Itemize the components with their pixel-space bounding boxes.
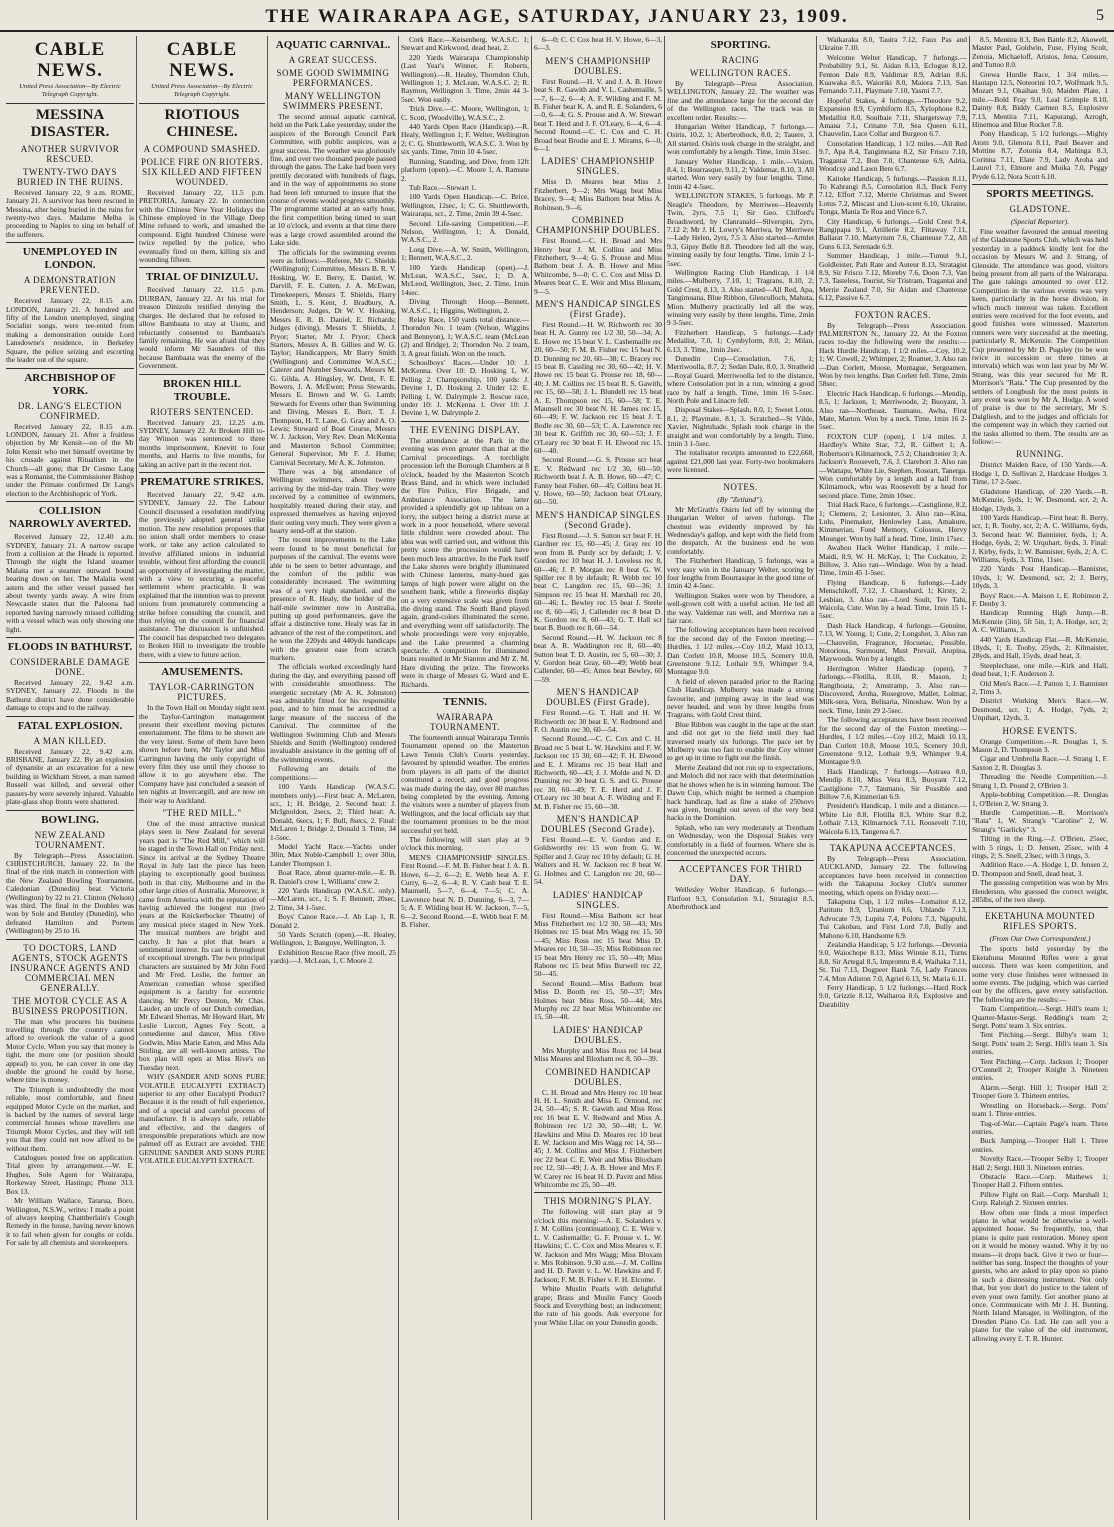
- article-subheading: THIS MORNING'S PLAY.: [544, 1196, 652, 1207]
- article-paragraph: District Maiden Race, of 150 Yards.—A. Hodge 1, D. Sullivan 2, Hardcase Hodges 3. Time, 17 2-5sec.: [972, 460, 1108, 487]
- article-subheading: SOME GOOD SWIMMING PERFORMANCES.: [276, 68, 390, 88]
- article-paragraph: The sports held yesterday by the Eketahuna Mounted Rifles were a great success. There was keen competition, and some very close finishes were witnessed in some events. The judging, which was carried out by the officers, gave every satisfaction. The following are the results:—: [972, 944, 1108, 1004]
- column-rule: [6, 939, 134, 940]
- article-paragraph: Boys' Race.—A. Maison 1, E. Robinson 2, F. Denby 3.: [972, 590, 1108, 608]
- article-paragraph: City Handicap, 6 furlongs.—Gold Crest 9.4, Rangipapa 9.1, Artillerie 8.2, Flitaway 7.11, Ballarat 7.10, Martyrium 7.6, Chanteuse 7.2, All Guns 6.13, Serenade 6.9.: [819, 216, 967, 251]
- column-rule: [6, 242, 134, 243]
- column-2: [139, 36, 265, 1520]
- article-paragraph: Herrington Welter Handicap (open), 7 furlongs.—Flotilla, 8.10, R. Mason, 1; Rangihoata, 2; Amstramp, 3. Also ran—Discovered, Aroha, Rosegrove, Mallet, Lolmar, Milk-sera, Vera, Belisaria, Ninoshaw. Won by a neck. Time, 1min 29 2-5sec.: [819, 663, 967, 715]
- article-headline: COLLISION NARROWLY AVERTED.: [8, 505, 132, 531]
- article-paragraph: Received January 22, 9.42 a.m. BRISBANE, January 22. By an explosion of dynamite at an excavation for a new building in Wickham Street, a man named Russell was killed, and several other passers-by were severely injured. Valuable plate-glass shop fronts were shattered.: [6, 746, 134, 807]
- article-paragraph: District Working Men's Race.—W. Desmond, scr, 1; A. Hodge, 7yds, 2; Urquhart, 12yds, 3.: [972, 696, 1108, 723]
- article-paragraph: Old Men's Race.—J. Patton 1, J. Bannister 2, Tims 3.: [972, 678, 1108, 697]
- article-subheading: A MAN KILLED.: [33, 735, 107, 746]
- article-paragraph: Trick Dive.—C. Moore, Wellington, 1; C. Scott, (Woodville), W.A.S.C., 2.: [401, 104, 529, 122]
- article-subheading: (Special Reporter).: [1010, 216, 1070, 226]
- article-paragraph: First Round.—H. W. Richworth rec 30 beat H. A. Gunny rec 1/2 30, 50—34; A. E. Howe rec 15 beat V. L. Cashemaille rec 20, 60—50; F. M. B. Fisher rec 15 beat N. D. Dunning rec 20, 60—38; C. Bracey rec 15 beat B. Cassling rec 30, 60—42; H. V. Howe rec 15 beat G. Prouse rec 18, 60—40; J. M. Collins rec 15 beat R. S. Gawith, rec 15, 60—58; J. L. Blundell rec 15 beat A. E. Thompson rec 15, 60—58; T. E. Maunsell rec 30 beat N. H. James rec 15, 60—49; F. W. Jackson rec 15 beat J. T. Bodle rec 30, 60—53; C. A. Lawrence rec 30 beat K. Griffith rec 30, 60—53; J. F. O'Leary rec 30 beat F. H. Elwood rec 15, 60—40.: [534, 319, 662, 456]
- article-paragraph: Dash Hack Handicap, 4 furlongs.—Genuine, 7.13, W. Young, 1; Cute, 2; Longshot, 3. Also ran—Chauvelin, Fragrance, Hocuetac, Possible, Notorious, Surmount, Must Prevail, Atopina, Maywoods. Won by a length.: [819, 620, 967, 664]
- article-paragraph: Mr William Wallace, Tararua, Boro, Wellington, N.S.W., writes: I made a point of always keeping Chamberlain's Cough Remedy in the house, having never known it to fail when given for coughs or colds. For sale by all chemists and storekeepers.: [6, 1196, 134, 1248]
- article-headline: MESSINA DISASTER.: [30, 106, 110, 140]
- article-paragraph: The second annual aquatic carnival, held on the Park Lake yesterday, under the auspices of the Borough Council Park Committee, with public auspices, was a great success. The weather was gloriously fine, and over two thousand people passed through the gates. The Lake had been very prettily decorated with hundreds of flags, and in the way of appointments no stone had been left unturned to insure that the course of events would progress smoothly. The programme started at an early hour, the first competition being timed to start at 10 o'clock, and events at that time there was a large crowd assembled around the Lake side.: [270, 112, 396, 248]
- article-paragraph: 440 Yards Open Race (Handicap).—R. Healy, Wellington 1; F. Welter, Wellington 2; C. G. Shuttleworth, W.A.S.C. 3. Won by six yards. Time, 7min 10 4-5sec.: [401, 122, 529, 157]
- article-paragraph: Received January 22, 11.5 p.m. PRETORIA, January 22. In connection with the Chinese New Year Holidays the Chinese employed in the Village Deep Mine refused to work, and smashed the compound. Eight hundred Chinese were twice repelled by the police, who eventually fired on them, killing six and wounding fifteen.: [139, 187, 265, 265]
- article-paragraph: Pony Handicap, 5 1/2 furlongs.—Mighty Atom 9.0, Glenora 8.11, Paul Beaver and Mottine 8.7, Zotonia 8.4, Mahinga 8.3, Corinna 7.11, Elate 7.9, Lady Aroha and Laurel 7.1, Elmore and Muika 7.0, Peggy Pryde 6.12, Nora Scott 6.10.: [972, 129, 1108, 181]
- article-paragraph: 220 Yards Handicap (W.A.S.C. only).—McLaren, scr., 1; S. F. Bennett, 20sec, 2. Time, 34 1-5sec.: [270, 885, 396, 912]
- article-paragraph: Received January 22, 11.5 p.m. DURBAN, January 22. At his trial for treason Dinizulu testified denying the charges. He declared that he refused to allow Bambaata to stay at Usutu, and reluctantly consented to Bambaata's family remaining. He was afraid that they would inform Mr Saunders of this because Bambaata was the enemy of the Government.: [139, 285, 265, 371]
- article-subheading: NOTES.: [723, 481, 758, 492]
- column-rule: [972, 907, 1108, 908]
- article-paragraph: Tent Pitching.—Corp. Jackson 1; Trooper O'Connell 2; Trooper Knight 3. Nineteen entries.: [972, 1056, 1108, 1083]
- article-subheading: MANY WELLINGTON SWIMMERS PRESENT.: [282, 91, 384, 111]
- article-paragraph: WHY (SANDER AND SONS PURE VOLATILE EUCALYPTI EXTRACT) superior to any other Eucalypti Product? Because it is the result of full experience, and of a special and careful process of manufacture. It is always safe, reliable and effective, and the dangers of irresponsible preparations which are now palmed off as Extract are avoided. THE GENUINE SANDER AND SONS PURE VOLATILE EUCALYPTI EXTRACT.: [139, 1072, 265, 1166]
- article-paragraph: The guessing competition was won by Mrs Henderson, who guessed the correct weight, 285lbs, of the two sheep.: [972, 878, 1108, 904]
- article-paragraph: Second Round.—Miss Bathom beat Miss D. Booth rec 15, 50—37; Mrs Holmes beat Miss Ross, 50—44; Mrs Murphy rec 22 beat Miss Whitcombe rec 15, 50—48.: [534, 978, 662, 1022]
- article-paragraph: Hack Handicap, 7 furlongs.—Astraea 8.0, Mendip 8.10, Miss Vera 8.3, Buoyant 7.12, Castiglione 7.7, Taumano, Sir Possible and Billow 7.6, Kimmerian 6.9.: [819, 766, 967, 801]
- article-paragraph: The following will start play at 9 o'clock this morning.: [401, 834, 529, 853]
- article-paragraph: By Telegraph—Press Association. AUCKLAND, January 22. The following acceptances have been received in connection with the Takapuna Jockey Club's summer meeting, which opens on Friday next:—: [819, 853, 967, 897]
- article-paragraph: Awahou Hack Welter Handicap, 1 mile.—Maidi, 8.9, W. H. McKay, 1; The Cockatoo, 2; Billow, 3. Also ran—Windage. Won by a head. Time, 1min 45 1-5sec.: [819, 543, 967, 578]
- article-paragraph: Received January 23, 12.25 a.m. SYDNEY, January 22. At Broken Hill to-day Winson was sentenced to three months imprisonment, Knevitt to four months, and Harris to five months, for taking an active part in the recent riot.: [139, 417, 265, 469]
- article-subheading: RACING: [721, 55, 760, 65]
- article-paragraph: Wellesley Welter Handicap, 6 furlongs.—Flatfoot 9.3, Consolation 9.1, Stratagist 8.5, Aberbrothock and: [667, 885, 814, 912]
- article-paragraph: The officials for the swimming events were as follows:—Referee, Mr C. Shields (Wellington); Committee, Messrs B. R. V. Hosking, W. E. Berry, E. Daniel, W. Darvill, F. E. Cutten, J. A. McEwan, Timekeepers, Messrs T. Shields, Harry Smith, L. S. Kent, J. Bradbury, A. Henderson; Judges, Dr W. V. Hosking, Messrs E. R. B. Daniel, E. Richards; Judges (diving), Messrs T. Shields, J. Pryor; Starter, Mr J. Pryor; Check Starters, Messrs A. B. Gillies and W. G. Taylor; Handicappers, Mr Barry Smith (Wellington) and Committee W.A.S.C.; Caterer and Number Stewards, Messrs M. G. Gilda, A. Hingsley, W. Dent, F. E. Bowers, J. A. McEwen; Press Stewards, Messrs E. Brown and W. G. Lamb; Stewards for Events other than Swimming and Diving, Messrs E. Burr, T. J. Thompson, H. T. Lane, G. Gray and A. O. Lewis; Steward of Boat Course, Messrs W. J. Jackson, Very Rev. Dean McKenna and Masterton School Committee; General Supervisor, Mr F. J. Hume; Carnival Secretary, Mr A. K. Johnston.: [270, 247, 396, 467]
- article-headline: BROKEN HILL TROUBLE.: [163, 377, 241, 403]
- column-divider: [136, 36, 137, 1520]
- article-headline: FATAL EXPLOSION.: [17, 719, 123, 732]
- article-paragraph: Kaitoke Handicap, 5 furlongs.—Passion 8.11, To Kahrangi 8.5, Consolation 8.3, Buck Ferry 7.12, Effort 7.12, Merrie Christmas and Sweet Lotus 7.2, Miscast and Lion-scent 6.10, Ukraine, Tonga, Mania Te Roa and Vince 6.7.: [819, 173, 967, 217]
- column-4: [401, 36, 529, 1520]
- article-subheading: A GREAT SUCCESS.: [288, 55, 378, 65]
- article-paragraph: Welcome Welter Handicap, 7 furlongs.—Probability 9.1, St. Aidan 8.13, Eclogue 8.12, Fenton Dale 8.9, Valdimar 8.9, Adrian 8.6, Kuawaka 8.5, Waioriki 8.0, Maiora 7.13, San Fernando 7.11, Playmate 7.10, Yasmi 7.7.: [819, 52, 967, 96]
- article-paragraph: Received January 22, 9.42 a.m. SYDNEY, January 22. The Labour Council discussed a resolution modifying the previously adopted general strike motion. The new resolution proposes that no union shall order members to cease work, or take any action calculated to involve affiliated unions in industrial trouble, without first affording the council an opportunity of investigating the matter, with a view to securing a peaceful settlement where practicable. It was explained that the intention was to prevent unions from prematurely commencing a strike before consulting the council, and thus relying on the council for financial assistance. The discussion is unfinished. The council has despatched two delegates to Broken Hill to investigate the trouble there, with a view to future action.: [139, 489, 265, 659]
- article-subheading: TAKAPUNA ACCEPTANCES.: [829, 842, 957, 853]
- article-paragraph: Second Round.—H. W. Jackson rec 8 beat A. R. Waddington rec 8, 60—40; Sutton beat T. D. Austin, rec 5, 60—30; J. V. Gordon beat Gray, 60—49; Webb beat Callender, 60—45; Amos beat Bewley, 60—59.: [534, 632, 662, 684]
- article-paragraph: Cork Race.—Keisenberg, W.A.S.C. 1; Stewart and Kirkwood, dead heat, 2.: [401, 36, 529, 53]
- column-divider: [267, 36, 268, 1520]
- article-paragraph: There was a big attendance of Wellington swimmers, about twenty arriving by the mid-day train. They were received by a committee of swimmers, hospitably treated during their stay, and expressed themselves as having enjoyed their outing very much. They were given a hearty send-off at the station.: [270, 467, 396, 535]
- article-paragraph: Fitzherbert Handicap, 5 furlongs.—Lady Medallist, 7.0, 1; Cymbyform, 8.0, 2; Milan, 6.13, 3. Time, 1min 2sec.: [667, 327, 814, 354]
- column-rule: [139, 374, 265, 375]
- article-paragraph: Boat Race, about quarter-mile.—E. B. R. Daniel's crew 1, Williams' crew 2.: [270, 868, 396, 886]
- article-paragraph: January Welter Handicap, 1 mile.—Vision, 8.4, 1; Bourrasque, 9.11, 2; Valdemar, 8.10, 3. All started. Won very easily by four lengths. Time, 1min 42 4-5sec.: [667, 156, 814, 191]
- article-paragraph: Model Yacht Race.—Yachts under 30in, Max Noble-Campbell 1; over 30in, Lander Thompson 1.: [270, 841, 396, 868]
- article-paragraph: First Round.—H. V. and J. A. B. Howe beat S. R. Gawith and V. L. Cashemaille, 5—7, 6—2, 6—4; A. F. Wilding and F. M. B. Fisher beat K. A. and R. E. Solanders, 6—0, 6—4; G. S. Prouse and A. W. Stewart beat T. Herd and J. F. O'Leary, 6—4, 6—4. Second Round.—C. C. Cox and C. H. Broad beat Brodie and E. J. Mirams, 6—0, 6—1.: [534, 76, 662, 154]
- article-paragraph: Running, Standing, and Dive, from 12ft platform (open).—C. Moore 1, A. Ramsne 2.: [401, 156, 529, 183]
- article-headline: RIOTIOUS CHINESE.: [164, 106, 240, 140]
- article-subheading: LADIES' CHAMPIONSHIP SINGLES.: [541, 156, 655, 177]
- article-paragraph: The following acceptances have been received for the second day of the Foxton meeting:—Hurdles, 1 1/2 miles.—Coy 10.2, Maidi 10.13, Dan Corlett 10.8, Moose 10.5, Scenery 10.0, Greenstone 9.12, Lothair 9.9, Whimper 9.4, Montague 9.0.: [819, 715, 967, 767]
- article-paragraph: MEN'S CHAMPIONSHIP SINGLES. First Round.—F. M. B. Fisher beat J. A. B. Howe, 6—2, 6—2; E. Webb beat A. F. Curry, 6—2, 6—4; R. V. Cash beat T. E. Maunsell, 5—7, 6—4, 7—5; C. A. Lawrence beat N. D. Dunning, 6—3, 7—5; A. F. Wilding beat H. W. Jackson, 7—5, 6—2. Second Round.—E. Webb beat F. M. B. Fisher.: [401, 852, 529, 929]
- article-paragraph: Second Round.—G. S. Prouse scr beat E. V. Redward rec 1/2 30, 60—50; Richworth beat J. A. B. Howe, 60—47; C. Fanny beat Fisher, 60—45; Collins beat H. V. Howe, 60—50; Jackson beat O'Leary, 60—50.: [534, 455, 662, 507]
- article-paragraph: Tub Race.—Stewart 1.: [409, 182, 477, 192]
- article-headline: AQUATIC CARNIVAL.: [275, 39, 391, 51]
- article-paragraph: Summer Handicap, 1 mile.—Tumut 9.1, Goldleister, Palt Rate and Auteur 8.13, Stratagist 8.9, Sir Frisco 7.12, Moreby 7.6, Doon 7.3, Van 7.3, Tasteless, Tourist, Sir Tristram, Tragantai and Merrie Zealand 7.0, Sir Aidan and Chanteuse 6.12, Passive 6.7.: [819, 251, 967, 303]
- column-rule: [139, 472, 265, 473]
- article-subheading: ACCEPTANCES FOR THIRD DAY.: [678, 864, 803, 885]
- column-rule: [667, 478, 814, 479]
- article-paragraph: 100 Yards Handicap (open).—J. McLean, W.A.S.C., 5sec, 1; D. A. McLeod, Wellington, 3sec, 2. Time, 1min 14sec.: [401, 262, 529, 297]
- article-paragraph: Schoolboys' Races.—Under 10: J. McKenna. Over 10: D. Hosking 1, W. Pelling 2. Championship, 100 yards: J. Devine 1, D. Hosking 2. Under 12: E. Pelling 1, W. Dalrymple 2. Rescue race, under 10: J. McKenna 1. Over 10: J. Devine 1, W. Dalrymple 2.: [401, 358, 529, 418]
- article-paragraph: Received January 22, 8.15 a.m. LONDON, January 21. After a fruitless objection by Mr Kensit—on of the Mr John Kensit who met himself overtime by his crusade against Ritualism in the Church—all gone; that Dr Cosmo Lang was a Romanist, the Commissioner Bishop under the Primate confirmed Dr Lang's election to the Archbishopric of York.: [6, 421, 134, 498]
- article-headline: TRIAL OF DINIZULU.: [145, 271, 259, 284]
- article-paragraph: By Telegraph—Press Association. WELLINGTON, January 22. The weather was fine and the attendance large for the second day of the Wellington races. The track was in excellent order. Results:—: [667, 79, 814, 122]
- article-paragraph: Apple-bobbing Competition.—R. Douglas 1, O'Brien 2, W. Strang 3.: [972, 790, 1108, 808]
- column-rule: [972, 184, 1108, 185]
- article-paragraph: First Round.—G. T. Hall and H. W. Richworth rec 30 beat E. V. Redmond and F. O. Austin rec 30, 60—54.: [534, 708, 662, 734]
- article-paragraph: Catalogues posted free on application. Trial given by arrangement.—W. E. Hughes, Sole Agent for Wairarapa, Rorkeway Street, Hastings; Phone 313. Box 13.: [6, 1153, 134, 1196]
- article-paragraph: Received January 22, 12.40 a.m. SYDNEY, January 21. A narrow escape from a collision at the Heads is reported. Through the night the Island steamer Malaita met a steamer outward bound bearing down on her. The Malaita went astern and the other vessel passed her about twenty yards away. A wire from Newcastle states that the Paloona had reported having narrowly missed colliding with a vessel which was only showing one light.: [6, 532, 134, 634]
- column-rule: [139, 103, 265, 104]
- column-3: [270, 36, 396, 1520]
- column-divider: [969, 36, 970, 1520]
- article-headline: SPORTING.: [710, 39, 771, 51]
- article-paragraph: Splash, who ran very moderately at Trentham on Wednesday, won the Disposal Stakes very comfortably in a field of fourteen. Where she is concerned the unexpected occurs.: [667, 822, 814, 857]
- article-paragraph: The Triumph is undoubtedly the most reliable, most comfortable, and finest equipped Motor Cycle on the market, and is backed by the names of several large commercial houses whose travellers use Triumph Motor Cycles, and they will tell you that they could not now afford to be without them.: [6, 1084, 134, 1153]
- section-heading: CABLE NEWS.: [166, 39, 238, 81]
- article-paragraph: President's Handicap, 1 mile and a distance.—White Lie 8.8, Flotilla 8.3, White Star 8.2, Lothair 7.13, Kilmarnock 7.11, Roosevelt 7.10, Waicola 6.13, Tangerea 6.7.: [819, 801, 967, 836]
- article-paragraph: Cigar and Umbrella Race.—J. Strang 1, F. Saxton 2, R. Douglas 3.: [972, 754, 1108, 772]
- article-subheading: THE EVENING DISPLAY.: [409, 424, 521, 435]
- column-rule: [667, 860, 814, 861]
- article-paragraph: How often one finds a most imperfect piano in what would be otherwise a well-appointed house. So frequently, too, that piano is quite past restoration. Money spent on it would be money wasted. Why it by no means—it drops back. Give it two or four—neither has sung. Inspect the thoughts of your guests, who are asked to play upon so piano in such a distressing instrument. Not only that, but you don't do justice to the talent of even your own family. Get another piano at once. Communicate with Mr J. H. Bunting, North Island Manager, in Wellington, of the Dresden Piano Co. Ltd. He can sell you a piano for the value of the old instrument, allowing every £. T. R. Hunter.: [972, 1207, 1108, 1343]
- article-paragraph: Diving Through Hoop.—Bennett, W.A.S.C., 1; Higgins, Wellington, 2.: [401, 297, 529, 315]
- article-paragraph: White Muslin Pearls with delightful grape; Brass and Muslin Fancy Goods Stock and Everything best; an inducement; the rate of his goods. Ask everyone for your White Lilac on your Dunedin goods.: [534, 1284, 662, 1327]
- article-paragraph: 6—0; C. C Cox beat H. V. Howe, 6—3, 6—3.: [534, 36, 662, 53]
- article-paragraph: Received January 22, 8.15 a.m. LONDON, January 21. A hundred and fifty of the London unemployed, singing Socialist songs, were tee-ented from making a demonstration outside Lord Lansdowne's residence, in Berkeley Square, the police seizing and escorting the leader out of the square.: [6, 296, 134, 365]
- article-paragraph: Hungarian Welter Handicap, 7 furlongs.—Osiris, 10.2, 1; Aberbrothock, 8.0, 2; Tauere, 3. All started. Osiris took charge in the straight, and won comfortably by a length. Time, 1min 31sec.: [667, 122, 814, 157]
- article-paragraph: The fourteenth annual Wairarapa Tennis Tournament opened on the Masterton Lawn Tennis Club's Courts yesterday, favoured by splendid weather. The entries from players in all parts of the district constituted a record, and good progress was made during the day, over 80 matches being completed by the evening. Among the visitors were a number of players from Wellington, and the local officials say that the tournament promises to be the most successful yet held.: [401, 733, 529, 835]
- article-paragraph: Hopeful Stakes, 4 furlongs.—Theodore 9.2, Expansion 8.9, Cymbiform 8.5, Xylophone 8.2, Medallist 8.0, Soulbaie 7.11, Shargetsway 7.9, Amana 7.1, Crinane 7.0, Sea Queen 6.11, Chauvelin, Lace Collar and Burgeon 6.7.: [819, 95, 967, 139]
- article-paragraph: The following acceptances have been received for the second day of the Foxton meeting:—Hurdles, 1 1/2 miles.—Coy 10.2, Maid 10.13, Dan Corlett 10.8, Moose 10.5, Scenery 10.0, Greenstone 9.12, Lothair 9.9, Whimper 9.4, Montague 9.0.: [667, 625, 814, 677]
- article-paragraph: 220 Yards Wairarapa Championship (Last Year's Winner, F. Roberts, Wellington).—R. Healey, Thorndon Club, Wellington 1; J. McLean, W.A.S.C. 2; R. Raymon, Wellington 3. Time, 2min 44 3-5sec. Won easily.: [401, 52, 529, 104]
- column-rule: [6, 501, 134, 502]
- article-subheading: LADIES' HANDICAP DOUBLES.: [552, 1024, 644, 1045]
- article-subheading: FOXTON RACES.: [854, 309, 932, 320]
- article-paragraph: Second Round.—C. C. Cox and C. H. Broad rec 5 beat L. W. Hawkins and F. W. Jackson rec 15 30, 60—42; F. H. Elwood and E. J. Mirams rec 15 beat Hall and Richworth, 60—43; J. J. Molde and N. D. Dunning rec 30 beat G. S. and G. Prouse rec 30, 60—49; T. E. Herd and J. F. O'Leary rec 30 beat A. F. Wilding and F. M. B. Fisher rec 15, 60—38.: [534, 734, 662, 811]
- article-paragraph: First Round.—Miss Bathom scr beat Miss Fitzherbert rec 1/2 30, 50—43; Mrs Holmes rec 15 beat Mrs Wagg rec 15, 50—45; Miss Ross rec 15 beat Miss D. Meares rec 10, 50—35; Miss Robinson rec 15 beat Mrs Henry rec 15, 50—49; Miss Rabone rec 15 beat Miss Burwell rec 22, 50—45.: [534, 910, 662, 979]
- article-subheading: RIOTERS SENTENCED.: [150, 406, 254, 417]
- article-paragraph: Team Competition.—Sergt. Hill's team 1; Quarter-Master-Sergt. Redding's team 2; Sergt. Potts' team 3. Six entries.: [972, 1004, 1108, 1031]
- article-paragraph: 220 Yards Post Handicap.—Bannister, 10yds, 1; W. Desmond, scr, 2; J. Berry, 10yds, 3.: [972, 564, 1108, 591]
- column-rule: [6, 368, 134, 369]
- article-paragraph: C. H. Broad and Mrs Henry rec 10 beat H. H. L. Smith and Miss E. Ormond, rec 24, 50—45; S. R. Gawith and Miss Ross rec 16 beat E. V. Redward and Miss A. Robinson rec 1/2 30, 50—48; L. W. Hawkins and Miss D. Meares rec 10 beat E. W. Jackson and Mrs Wagg rec 14, 50—45; J. M. Collins and Miss J. Fitzherbert rec 22 beat C. E. Weir and Miss Bloxham rec 12, 50—49; J. A. B. Howe and Mrs F. W. Carey rec 16 beat H. D. Pavitt and Miss Whitcombe rec 25, 50—49.: [534, 1087, 662, 1190]
- article-subheading: MEN'S HANDICAP SINGLES (Second Grade).: [535, 509, 661, 530]
- article-paragraph: The totalisator receipts amounted to £22,668, against £21,000 last year. Forty-two bookmakers were licensed.: [667, 448, 814, 475]
- article-paragraph: Fine weather favoured the annual meeting of the Gladstone Sports Club, which was held yesterday in a paddock kindly lent for the occasion by Messrs W. and J. Strang, of Glenside. The attendance was good, visitors being present from all parts of the Wairarapa. The gate takings amounted to over £12. Competition in the various events was very keen, particularly in the horse division, in which much interest was taken. Excellent entries were received for the foot events, and good finishes were witnessed. Masterton runners were very successful at the meeting, particularly R. McKenzie. The Competition Cup presented by Mr D. Pugsley (to be won twice in succession or three times at intervals) which was won last year by Mr W. Strang, was this year secured for Mr R. Morrison's "Rata." The Cup presented by the settlers of Longbush for the most points in any event was won by Mr A. Hodge. A word of praise is due to the secretary, Mr S. Dalgliesh, and to the judges and officials for the competent way in which they carried out the tasks allotted to them. The results are as follow:—: [972, 226, 1108, 447]
- column-rule: [6, 810, 134, 811]
- article-paragraph: Miss D. Meares beat Miss J. Fitzherbert, 9—2; Mrs Wagg beat Miss Bracey, 9—4; Miss Bathom beat Miss A. Robinson, 9—6.: [534, 177, 662, 212]
- article-paragraph: Second Life-saving Competition.—F. Nelson, Wellington, 1; A. Donald, W.A.S.C., 2.: [401, 218, 529, 245]
- column-rule: [139, 662, 265, 663]
- column-divider: [816, 36, 817, 1520]
- article-paragraph: Novelty Race.—Trooper Selby 1; Trooper Hall 2; Sergt. Hill 3. Nineteen entries.: [972, 1154, 1108, 1172]
- column-rule: [534, 1192, 662, 1193]
- article-paragraph: The attendance at the Park in the evening was even greater than that at the Carnival proceedings. A torchlight procession left the Borough Chambers at 8 o'clock, headed by the Masterton Scotch Brass Band, and in which were included the Fire Police, Fire Brigade, and Ambulance Association. The latter provided a splendidly got up tableau on a lorry, the subject being a district nurse at work in a poor household, where several little children were crowded about. The idea was well carried out, and without this pretty scene the procession would have been much less attractive. In the Park itself the Lake shores were brightly illuminated with Chinese lanterns, many-hued gas lamps of high power were alight on the southern bank, while a fireworks display on a very extensive scale was given from the diving stand. The South Band played again, grand-colors illuminated the scene, and everything went off satisfactorily. The whole proceedings were very enjoyable, and the Lake presented a charming spectacle. A competition for illuminated boats resulted in Mr Stanton and Mr Z. M. Hare dividing the prize. The fireworks were in charge of Messrs G. Ward and E. Richards.: [401, 435, 529, 689]
- article-paragraph: By Telegraph—Press Association. CHRISTCHURCH, January 22. In the final of the rink match in connection with the New Zealand Bowling Tournament, Caledonian (Dunedin) beat Victoria (Wellington) by 22 to 21. Clinton (Nelson) was third. The final in the Doubles was won by Sole and Bentley (Dunedin), who defeated Hamilton and Porteus (Wellington) by 25 to 16.: [6, 850, 134, 936]
- article-paragraph: 100 Yards Open Handicap.—C. Brice, Wellington, 12sec, 1; C. G. Shuttleworth, Wairarapa, scr., 2. Time, 2min 39 4-5sec.: [401, 192, 529, 219]
- article-paragraph: Alarm.—Sergt. Hill 1; Trooper Hall 2; Trooper Gore 3. Thirteen entries.: [972, 1082, 1108, 1101]
- article-subheading: TWENTY-TWO DAYS BURIED IN THE RUINS.: [16, 166, 124, 187]
- article-subheading: THE MOTOR CYCLE AS A BUSINESS PROPOSITION.: [11, 995, 129, 1016]
- article-paragraph: 440 Yards Handicap Flat.—R. McKenzie, 18yds, 1; E. Tooby, 25yds, 2; Kilmaister, 28yds, and Hall, 15yds, dead heat, 3.: [972, 634, 1108, 661]
- article-subheading: MEN'S HANDICAP DOUBLES (Second Grade).: [540, 814, 656, 835]
- article-paragraph: Tilting in the Ring.—J. O'Brien, 25sec, with 5 rings, 1; D. Jensen, 25sec, with 4 rings, 2; S. Snell, 23sec, with 3 rings, 3.: [972, 834, 1108, 860]
- article-headline: SPORTS MEETINGS.: [986, 187, 1094, 200]
- column-5: [534, 36, 662, 1520]
- article-headline: ARCHBISHOP OF YORK.: [24, 371, 116, 397]
- article-subheading: TAYLOR-CARRINGTON PICTURES.: [149, 682, 255, 703]
- column-rule: [819, 839, 967, 840]
- article-headline: UNEMPLOYED IN LONDON.: [22, 246, 118, 272]
- article-subheading: WAIRARAPA TOURNAMENT.: [430, 712, 500, 733]
- article-headline: PREMATURE STRIKES.: [140, 475, 264, 488]
- article-subheading: (From Our Own Correspondent.): [989, 934, 1091, 944]
- article-paragraph: The man who procures his business travelling through the country cannot afford to overlook the value of a good Motor Cycle. When you say that money is tight, the more one (or position should appeal) to you, he can cover in one day double the ground he could by horse, where time is money.: [6, 1016, 134, 1085]
- article-subheading: "THE RED MILL.": [162, 807, 242, 818]
- article-paragraph: The recent improvements to the Lake were found to be most beneficial for purposes of the carnival. The events were able to be seen to better advantage, and the comfort of the public was considerably increased. The swimming was of a very high standard, and the presence of R. Healy, the holder of the half-mile swimmer now in Australia, putting up good performances, gave the affair a distinctive tone. Healy was far in advance of the rest of the competitors, and he won the 220yds and 440yds handicaps with the greatest ease from scratch markers.: [270, 535, 396, 662]
- article-paragraph: Tent Pitching.—Sergt. Bilby's team 1; Sergt. Potts' team 2; Sergt. Hill's team 3. Six entries.: [972, 1030, 1108, 1057]
- article-subheading: ANOTHER SURVIVOR RESCUED.: [20, 143, 120, 164]
- article-subheading: GLADSTONE.: [1009, 203, 1071, 214]
- column-rule: [6, 637, 134, 638]
- article-paragraph: Blue Ribbon was caught in the tape at the start and did not get to the field until they had traversed nearly six furlongs. The pace set by Mulberry was too fast to enable the Coy winner to get up in time to fight out the finish.: [667, 719, 814, 763]
- article-subheading: A COMPOUND SMASHED.: [143, 143, 261, 154]
- article-paragraph: Hurdle Competition.—R. Morrison's "Rata" 1, W. Strang's "Caroline" 2, W. Strang's "Garlicky" 3.: [972, 807, 1108, 834]
- column-rule: [6, 716, 134, 717]
- column-rule: [401, 692, 529, 693]
- article-paragraph: Disposal Stakes—Splash, 8.0, 1; Sweet Lotus, 8.1, 2; Playmate, 8.1, 3. Scratched—St Vilde, Xavier, Nightshade. Splash took charge in the straight and won comfortably by a length. Time, 1min 3 1-5sec.: [667, 405, 814, 449]
- column-divider: [398, 36, 399, 1520]
- article-paragraph: Waikaraka 8.0, Tauira 7.12, Faux Pas and Ukraine 7.10.: [819, 36, 967, 53]
- article-paragraph: Long Dive.—A. W. Smith, Wellington, 1; Bennett, W.A.S.C., 2.: [401, 244, 529, 263]
- column-rule: [819, 306, 967, 307]
- column-divider: [664, 36, 665, 1520]
- article-paragraph: Following are details of the competitions:—: [270, 764, 396, 782]
- article-paragraph: Buck Jumping.—Trooper Hall 1. Three entries.: [972, 1136, 1108, 1154]
- article-paragraph: Received January 22, 9 a.m. ROME, January 21. A survivor has been rescued in Messina, after being buried in the ruins for twenty-two days. Madame Melba is proceeding to Naples to sing on behalf of the sufferers.: [6, 187, 134, 239]
- article-paragraph: Ferry Handicap, 5 1/2 furlongs.—Hard Rock 9.0, Grizzle 8.12, Waiharoa 8.6, Explosive and Durability: [819, 983, 967, 1009]
- article-paragraph: FOXTON CUP (open), 1 1/4 miles. J. Hardley's White Star, 7.2, R. Gilbert 1; A. Robertson's Kilmarnock, 7.5 2; Chaudronier 3; A. Jackson's Roosevelt, 7.6, J. Clarehort 3. Also ran—Wattapu, White Lie, Stephen, Roseart, Tanerga. Won comfortably by a length and a half from Kilmarnock, who was Roosevelt by a head for second place. Time, 2min 10sec.: [819, 431, 967, 500]
- article-paragraph: Wellington Racing Club Handicap, 1 1/4 miles.—Mulberry, 7.10, 1; Tragrans, 8.10, 2; Gold Crest, 8.13, 3. Also started—All Red, Apa, Tangimoana, Blue Ribbon, Glenculloch, Mahuta, Mion. Mulberry practically led all the way, winning very easily by three lengths. Time, 2min 9 3-5sec.: [667, 267, 814, 328]
- article-paragraph: Mrs Murphy and Miss Ross rec 14 beat Miss Meares and Bloxham rec 8, 50—39.: [534, 1045, 662, 1064]
- column-1: [6, 36, 134, 1520]
- article-paragraph: Wellington Stakes were won by Theodore, a well-grown colt with a useful action. He led all the way. Valdemar ran well, and Merriwa ran a fair race.: [667, 590, 814, 625]
- article-paragraph: The officials worked exceedingly hard during the day, and everything passed off with considerable smoothness. The energetic secretary (Mr A. K. Johnston) was admirably fitted for his responsible post, and to him must be accredited a large measure of the success of the Carnival. The committee of the Wellington Swimming Club and Messrs Shields and Smith (Wellington) rendered invaluable assistance in the getting off of the swimming events.: [270, 662, 396, 764]
- article-paragraph: Wrestling on Horseback.—Sergt. Potts' team 1. Three entries.: [972, 1100, 1108, 1119]
- column-rule: [6, 103, 134, 104]
- page-number: 5: [1096, 7, 1104, 24]
- article-paragraph: First Round.—C. H. Broad and Mrs Henry beat J. M. Collins and Miss Fitzherbert, 9—4; G. S. Prouse and Miss Bathom beat J. A. B. Howe and Miss Whitcombe, 9—0; C. C. Cox and Miss D. Meares beat C. E. Weir and Miss Bloxam, 9—5.: [534, 236, 662, 296]
- article-paragraph: Takapuna Cup, 1 1/2 miles—Lomaitor 8.12, Paritutu 8.9, Uranium 8.6, Uhlande 7.13, Advocate 7.9, Lupita 7.4, Polotu 7.3, Ngapuhi, Tui Cakobau, and First Lord 7.0, Bully and Mahono 6.10, Handsome 6.9.: [819, 897, 967, 940]
- article-paragraph: Orange Competition.—R. Douglas 1, S. Mason 2, D. Thompson 3.: [972, 736, 1108, 755]
- article-paragraph: 50 Yards Scratch (open).—R. Healey, Wellington, 1; Banguye, Wellington, 3.: [270, 930, 396, 948]
- article-subheading: COMBINED CHAMPIONSHIP DOUBLES.: [536, 215, 660, 236]
- article-paragraph: 100 Yards Handicap (W.A.S.C. members only).—First heat: A. McLaren, scr., 1; H. Bridge, 2. Second heat: J. McIgnoldon, 2secs, 2; Third heat: A. Donald, 6secs, 1; F. Bull, 8secs, 2. Final: McLaren 1, Bridge 2, Donald 3. Time, 34 1-5sec.: [270, 782, 396, 842]
- column-6: [667, 36, 814, 1520]
- article-paragraph: Handicap Running High Jump.—R. McKenzie (3in), 5ft 5in, 1; A. Hodge, scr, 2; A. C. Williams, 3.: [972, 608, 1108, 635]
- article-paragraph: Pillow Fight on Rail.—Corp. Marshall 1; Corp. Raleigh 2. Sixteen entries.: [972, 1189, 1108, 1208]
- article-paragraph: One of the most attractive musical plays seen in New Zealand for several years past is "The Red Mill," which will be staged in the Town Hall on Friday next. Since its arrival at the Sydney Theatre Royal in July last the piece has been playing to exceptionally good business both in that city, Melbourne and in the other large cities of Australia. Moreover, it came from America with the reputation of having achieved the longest run (two years at the Knickerbocker Theatre) of any musical piece staged in New York. The musical numbers are bright and catchy. It has a plot that bears a sentimental interest. Its cast is throughout of exceptional strength. The two principal characters are sustained by Mr John Ford and Mr Fred. Leslie, the former an American comedian whose specified equipment is a faculty for eccentric dancing. Mr Percy Denton, Mr Chas. Lauder, an uncle of our Dutch comedian, Mr Edward Sherras, Mr Howard Hart, Mr Leslie Lurcott, Agnes Fey Scott, a comedienne and dancer, Miss Olive Godwin, Miss Marie Eaton, and Miss Ada Stirling, are all well-known artists. The box plan will open at Miss Rive's on Tuesday next.: [139, 818, 265, 1072]
- article-subheading: RUNNING.: [1016, 449, 1064, 460]
- column-rule: [139, 267, 265, 268]
- article-paragraph: In the Town Hall on Monday night next the Taylor-Carrington management present their excellent moving pictures entertainment. The films to be shown are the very latest. Some of them have been shown before here, Mr Taylor and Miss Carrington having the only copyright of every film they use until they choose to allow it to go anywhere else. The Company have just concluded a season of ten nights at Invercargill, and are now on their way to Auckland.: [139, 703, 265, 805]
- article-paragraph: Gladstone Handicap, of 220 Yards.—R. McKenzie, 5yds, 1; W. Desmond, scr, 2; A. Hodge, 13yds, 3.: [972, 486, 1108, 513]
- article-subheading: MEN'S HANDICAP SINGLES (First Grade).: [535, 298, 661, 319]
- source-credit: United Press Association—By Electric Telegraph Copyright.: [19, 83, 121, 99]
- article-subheading: POLICE FIRE ON RIOTERS. SIX KILLED AND FIFTEEN WOUNDED.: [140, 156, 263, 187]
- article-paragraph: The following will start play at 9 o'clock this morning:—A. E. Solanders v. J. M. Collins (continuation); C. E. Weir v. L. V. Cashemaille; G. F. Prouse v. L. W. Hawkins; C. C. Cox and Miss Meares v. F. W. Jackson and Mrs Wagg; Miss Bloxam v. Mrs Robinson. 9.30 a.m.—J. M. Collins and H. D. Pavitt v. L. W. Hawkins and F. Jackson; F. M. B. Fisher v. F. H. Elcome.: [534, 1207, 662, 1284]
- article-paragraph: Tug-of-War.—Captain Page's team. Three entries.: [972, 1118, 1108, 1136]
- column-8: [972, 36, 1108, 1520]
- article-paragraph: Consolation Handicap, 1 1/2 miles.—All Red 9.7, Apa 8.4, Tangimoana 8.2, Sir Frisco 7.10, Tragantai 7.2, Bon 7.0, Chanteuse 6.9, Adria, Woodcsy and Lawn Bere 6.7.: [819, 138, 967, 174]
- article-subheading: NEW ZEALAND TOURNAMENT.: [34, 829, 106, 850]
- article-paragraph: First Round.—J. S. Sutton scr beat F. H. Gardner rec 15, 60—45; J. Gray rec 10 won from B. Purdy scr by default; J. V. Gordon rec 10 beat H. J. Loveless rec 8, 60—46; J. P. Morgan rec 8 beat G. W. Spiller rec 8 by default; R. Webb rec 10 beat C. Langdon rec 15, 60—36; J. Simpson rec 15 beat H. Marshall rec 20, 60—46; L. Bewley rec 15 beat J. Steele rec 8, 60—45; J. Callender rec 8 beat D. K. Gordon rec 8, 60—43; G. T. Hall scr beat B. Booth rec 8, 60—54.: [534, 530, 662, 633]
- source-credit: United Press Association—By Electric Telegraph Copyright.: [151, 83, 253, 99]
- article-paragraph: First Round.—E. V. Gordon and E. Goldsworthy rec 15 won from G. W. Spiller and J. Gray rec 10 by default; G. H. Walters and H. W. Jackson rec 8 beat W. G. Holmes and C. Langdon rec 20, 60—54.: [534, 835, 662, 887]
- article-paragraph: Obstacle Race.—Corp. Mathews 1; Trooper Hall 2. Fifteen entries.: [972, 1171, 1108, 1190]
- article-subheading: LADIES' HANDICAP SINGLES.: [552, 889, 644, 910]
- article-subheading: WELLINGTON RACES.: [689, 68, 792, 78]
- article-paragraph: 8.5, Mentira 8.3, Ben Battle 8.2, Akowell, Master Paul, Goldwin, Fuse, Flying Scolt, Zenoia, Michaeloff, Aristos, Jena, Censure, and Tuttoo 8.0.: [972, 36, 1108, 70]
- article-paragraph: Trial Hack Race, 6 furlongs.—Castiglione, 8.2, 1; Clemens, 2; Lesionter, 3. Also ran—Kina, Lulu, Pinemaker, Henlowley Lass, Amakure, Kimmerian, Fond Memory, Colossus, Hervy Mounger. Won by half a head. Time, 1min 17sec.: [819, 500, 967, 543]
- article-subheading: EKETAHUNA MOUNTED RIFLES SPORTS.: [984, 911, 1096, 932]
- article-paragraph: Zealandia Handicap, 5 1/2 furlongs.—Devonia 9.0, Waiochope 8.13, Miss Winnie 8.11, Turns 8.8, Sir Artegal 8.5, Impromtu 8.4, Waihaka 7.11, St. Tui 7.13, Dogpeer Bank 7.6, Lady Frances 7.4, Mon Adiston 7.0, Agriel 6.13, St. Maria 6.11.: [819, 940, 967, 983]
- article-subheading: COMBINED HANDICAP DOUBLES.: [545, 1066, 651, 1087]
- article-paragraph: Relay Race, 150 yards total distance.—Thorndon No. 1 team (Nelson, Wiggins and Bennyon), 1; W.A.S.C. team (McLean (2) and Bridge), 2; Thorndon No. 2 team, 3. A great finish. Won on the touch.: [401, 315, 529, 358]
- article-paragraph: Boys' Canoe Race.—J. Ab Lap 1, R. Donald 2.: [270, 912, 396, 930]
- article-paragraph: Steeplechase, one mile.—Kirk and Hall, dead heat, 1; F. Anderson 3.: [972, 660, 1108, 679]
- article-paragraph: Threading the Needle Competition.—J. Strang 1, D. Pound 2, O'Brien 3.: [972, 772, 1108, 790]
- article-headline: AMUSEMENTS.: [161, 666, 243, 679]
- article-headline: FLOODS IN BATHURST.: [7, 641, 133, 654]
- article-subheading: TO DOCTORS, LAND AGENTS, STOCK AGENTS INSURANCE AGENTS AND COMMERCIAL MEN GENERALLY.: [9, 942, 130, 993]
- article-paragraph: The Fitzherbert Handicap, 5 furlongs, was a very easy win in the January Welter, scoring by four lengths from Bourrasque in the good time of 1min 42 4-5sec.: [667, 556, 814, 591]
- column-7: [819, 36, 967, 1520]
- section-heading: CABLE NEWS.: [34, 39, 106, 81]
- article-paragraph: A field of eleven paraded prior to the Racing Club Handicap. Mulberry was made a strong favourite, and jumping away in the lead was never headed, and won by three lengths from Tragrans, with Gold Crest third.: [667, 676, 814, 720]
- article-subheading: HORSE EVENTS.: [1002, 725, 1078, 736]
- article-paragraph: Exhibition Rescue Race (five mooll, 25 yards).—J. McLean, 1, C Moore 2.: [270, 947, 396, 966]
- article-paragraph: Mr McGrath's Osiris led off by winning the Hungarian Welter of seven furlongs. The chestnut was evidently improved by his Wednesday's gallop, and kept with the field from the despatch. At the business end he won comfortably.: [667, 504, 814, 556]
- masthead: [0, 6, 1114, 32]
- article-subheading: (By "Zetland").: [717, 494, 764, 504]
- article-subheading: MEN'S HANDICAP DOUBLES (First Grade).: [546, 687, 650, 708]
- article-paragraph: 100 Yards Handicap.—First heat: R. Berry, scr, 1; R. Tooby, scr, 2; A. C. Williams, 6yds, 3. Second heat: W. Bannister, 6yds, 1; A. Hodge, 6yds, 2; W. Urquhart, 6yds, 3. Final: J. Kirby, 6yds, 1; W. Bannister, 6yds, 2; A. C. Williams, 6yds, 3. Time, 11sec.: [972, 512, 1108, 564]
- article-subheading: CONSIDERABLE DAMAGE DONE.: [10, 657, 130, 678]
- article-paragraph: Merrie Zealand did not run up to expectations, and Moloch did not race with that determination that he shows when he is in winning humour. The Dawn Cup, which might be termed a champion back handicap, had as fine a stake of 250sovs was given, brought out seven of the very best backs in the Dominion.: [667, 762, 814, 823]
- article-subheading: A DEMONSTRATION PREVENTED.: [23, 275, 117, 296]
- article-paragraph: Flying Handicap, 6 furlongs.—Lady Menschikoff, 7.12, J. Chaushard, 1; Kirsty, 2; Lesbian, 3. Also ran—Lord Soult, Tev Tahi, Waicola, Cute. Won by a head. Time, 1min 15 1-5sec.: [819, 577, 967, 621]
- article-paragraph: WELLINGTON STAKES, 5 furlongs. Mr P. Neagle's Theodore, by Merriwee—Heavenly Twin, 2yrs, 7.5 1; Sir Geo. Clifford's Broadsword, by Clanranald—Silverspin, 2yrs, 7.12 2; Mr J. H. Lowry's Merriwa, by Merriwee—Lady Helen, 2yrs, 7.5 3. Also started—Armlet 9.3, Gipsy Belle 8.8. Theodore led all the way, winning easily by four lengths. Time, 1min 2 1-5sec.: [667, 191, 814, 268]
- article-paragraph: By Telegraph—Press Association. PALMERSTON N., January 22. At the Foxton races to-day the following were the results:—Hack Hurdle Handicap, 1 1/2 miles.—Coy, 10.2, 1; W. Cowell, 2; Whimper, 2; Roamer, 3. Also ran—Dan Corlett, Moose, Montague, Sergeamen. Won by two lengths. Dan Corlett fell. Time, 2min 58sec.: [819, 320, 967, 389]
- article-headline: TENNIS.: [443, 696, 487, 709]
- article-paragraph: Dunedin Cup—Consolation, 7.6, 1; Merriwoolla, 8.7, 2; Sedan Dale, 8.0, 3. Stratheid—Royal Guard. Merriwoolla led to the distance, where Consolation put in a run, winning a good race by half a length. Time, 1min 16 5-5sec. North Pole and Linacre fell.: [667, 354, 814, 406]
- column-rule: [401, 421, 529, 422]
- article-paragraph: Grewa Hurdle Race, 1 3/4 miles.—Hautapu 12.5, Noteorini 10.7, Wolfmark 9.5, Mozart 9.1, Okaihau 9.0, Maiden Plate, 1 mile.—Bold Fray 9.0, Leal Grimple 8.10, Dainty 8.8, Biddy Carmen 8.5, Explosive 7.13, Mentira 7.11, Kapurangi, Azrogh, Hinemoa and Blue Rocket 7.8.: [972, 69, 1108, 130]
- article-paragraph: Received January 22, 9.42 a.m. SYDNEY, January 22. Floods in the Bathurst district have done considerable damage to crops and to the railway.: [6, 678, 134, 713]
- newspaper-title: THE WAIRARAPA AGE, SATURDAY, JANUARY 23, 1909.: [265, 6, 849, 27]
- column-divider: [531, 36, 532, 1520]
- article-subheading: DR. LANG'S ELECTION CONFIRMED.: [17, 400, 123, 421]
- article-paragraph: Electric Hack Handicap, 6 furlongs.—Mendip, 8.5, 1; Jackson, 1; Merriwoode, 2; Buoyant, 3. Also ran—Northeast, Taumano, Awha, First Mate, Marton. Won by a neck. Time, 1min 16 2-5sec.: [819, 388, 967, 432]
- article-subheading: MEN'S CHAMPIONSHIP DOUBLES.: [545, 55, 651, 76]
- article-paragraph: Addition Race.—A. Hodge 1, D. Jensen 2, D. Thompson and Snell, dead heat, 3.: [972, 860, 1108, 878]
- article-headline: BOWLING.: [41, 813, 99, 826]
